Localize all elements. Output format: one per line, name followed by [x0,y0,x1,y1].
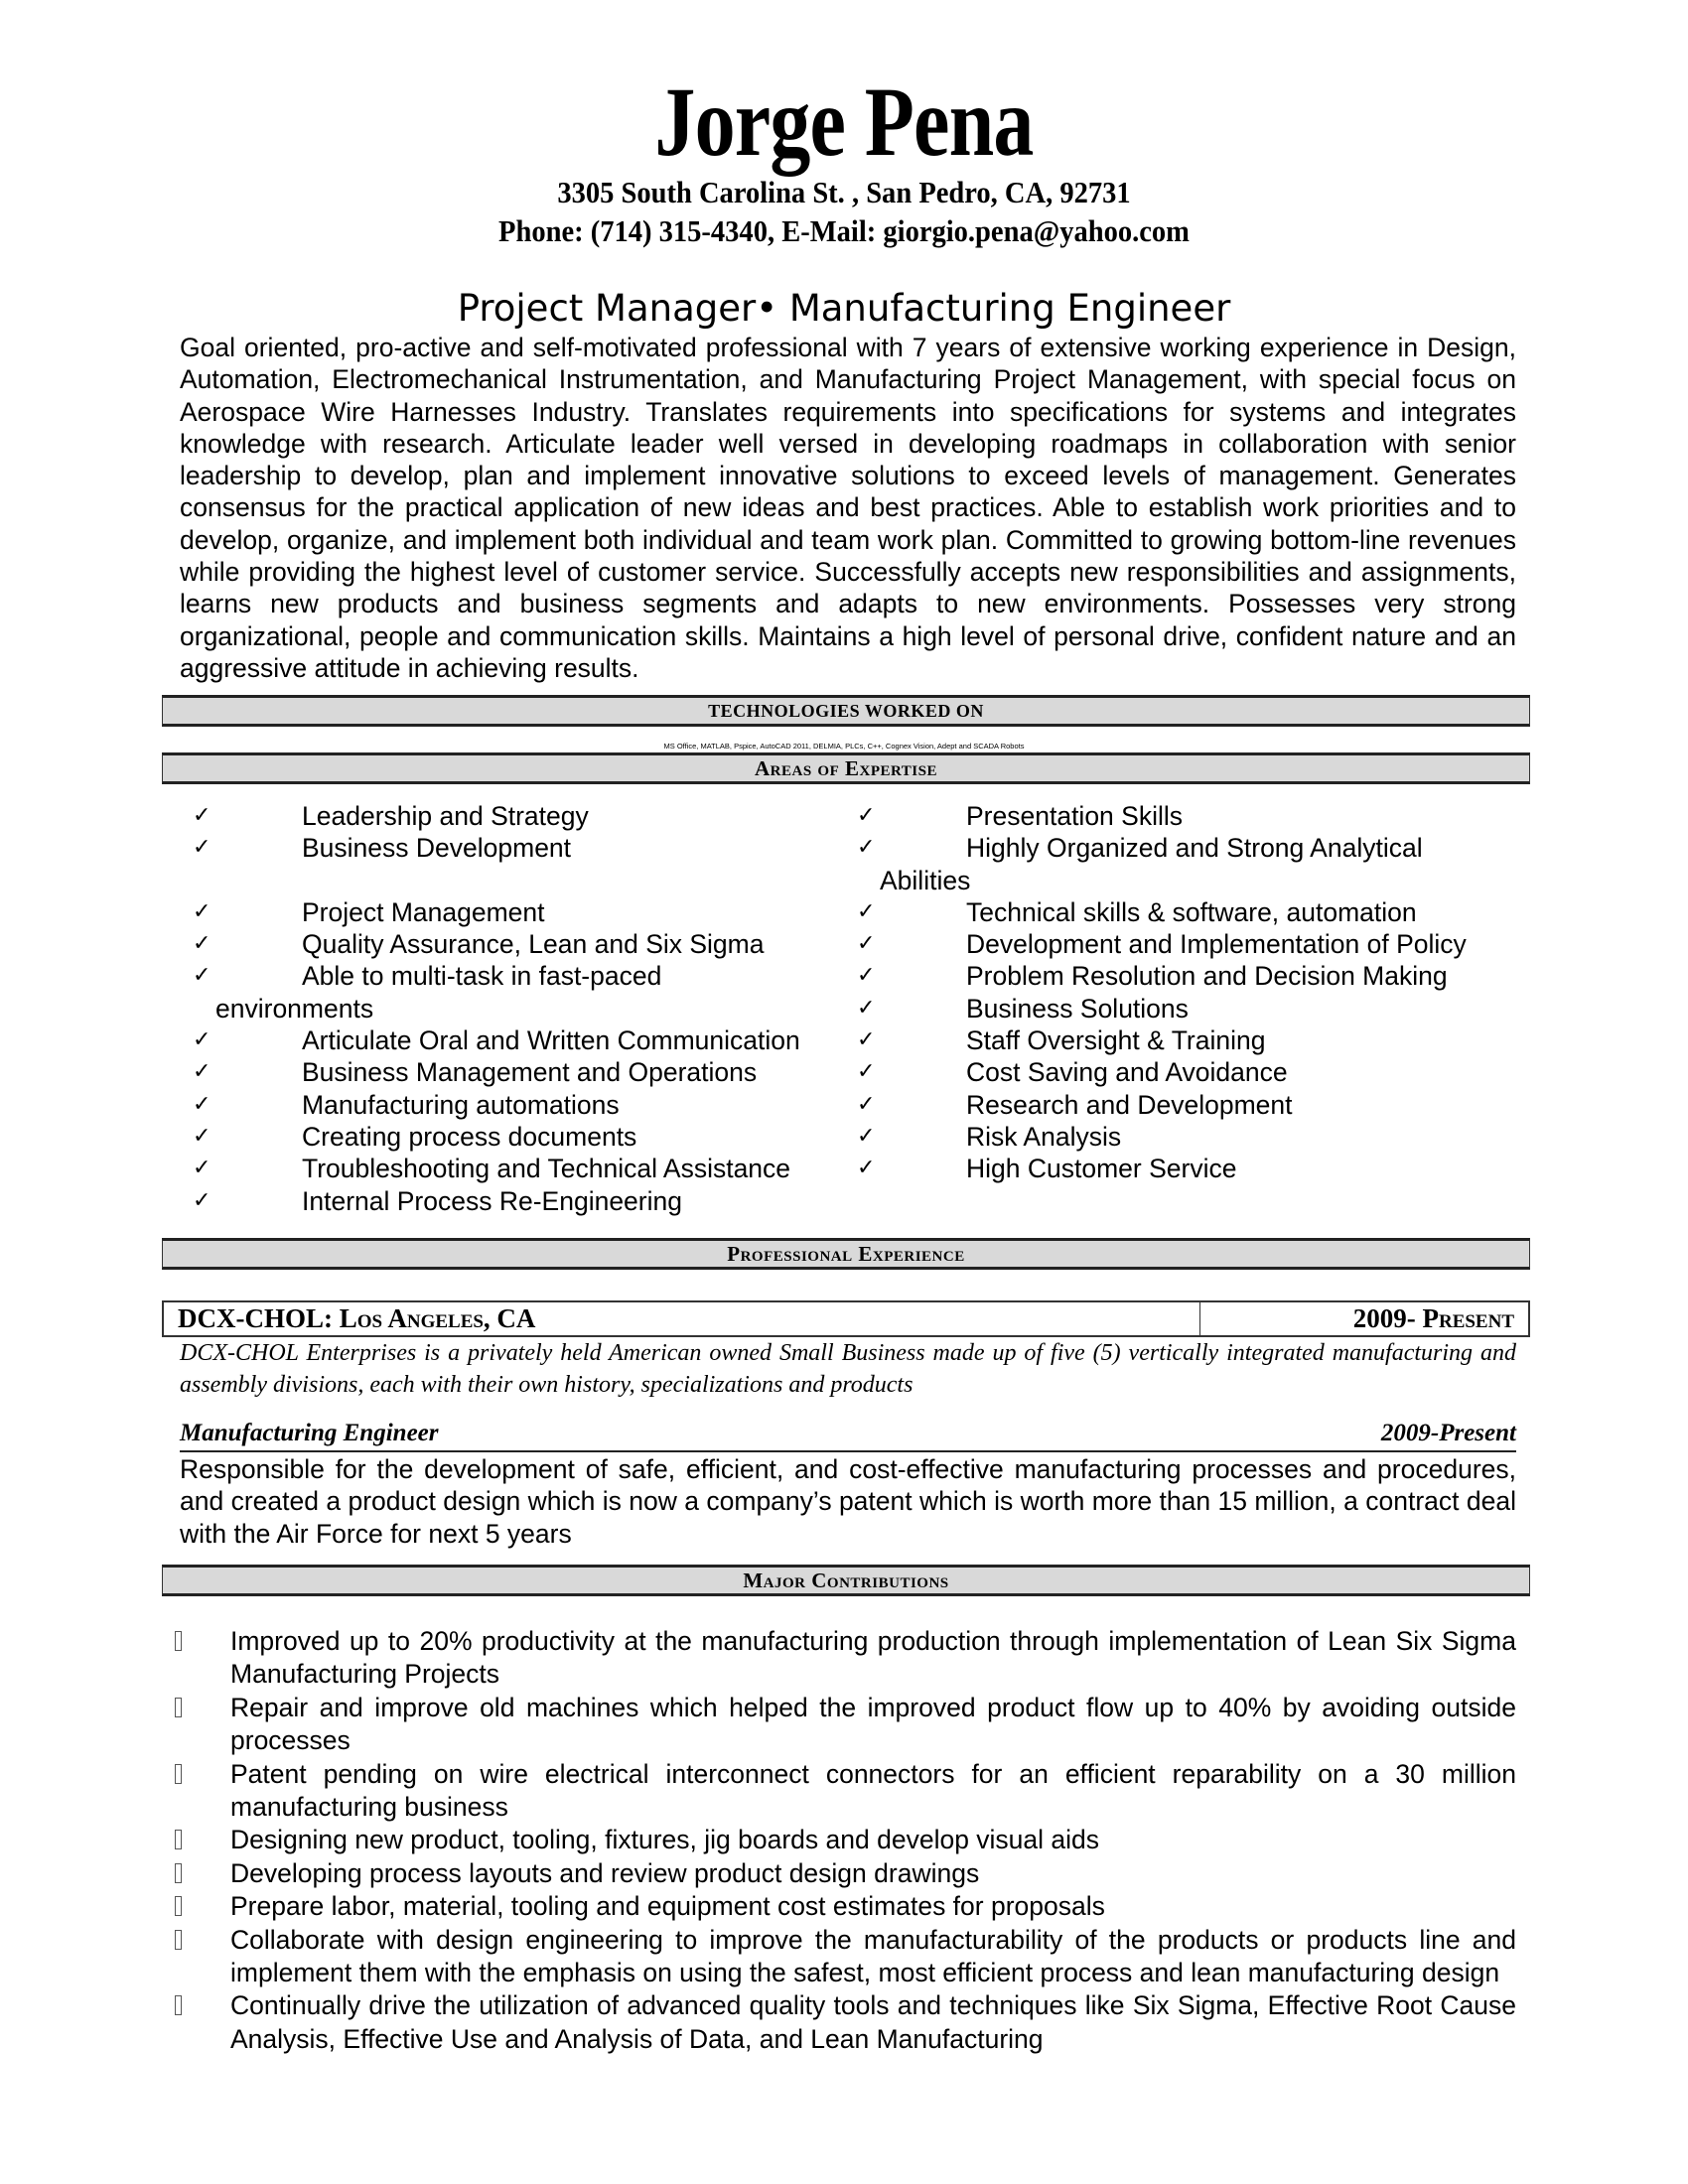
bullet-box-icon [175,1631,182,1651]
list-item: ✓ Business Development [193,833,572,864]
checkmark-icon: ✓ [857,835,876,861]
list-item: ✓ Problem Resolution and Decision Making [857,961,1448,992]
summary-paragraph: Goal oriented, pro-active and self-motivated professional with 7 years of extensive working experience in Design, Automation, Electromechanical Instrumentation, and Manufacturing Project Management, with special focus on Aerospace Wire Harnesses Industry. Translates requirements into specifications for systems and integrates knowledge with research. Articulate leader well versed in developing roadmaps in collaboration with senior leadership to develop, plan and implement innovative solutions to exceed levels of management. Generates consensus for the practical application of new ideas and best practices. Able to establish work priorities and to develop, organize, and implement both individual and team work plan. Committed to growing bottom-line revenues while providing the highest level of customer service. Successfully accepts new responsibilities and assignments, learns new products and business segments and adapts to new environments. Possesses very strong organizational, people and communication skills. Maintains a high level of personal drive, confident nature and an aggressive attitude in achieving results. [180,333,1516,683]
checkmark-icon: ✓ [857,1027,876,1053]
company-dates: 2009- Present [1352,1303,1514,1333]
list-item: Patent pending on wire electrical interconnect connectors for an efficient reparability on a 30 million manufacturing business [162,1758,1530,1825]
checkmark-icon: ✓ [857,803,876,828]
expertise-left-column [180,800,835,1217]
blank-line [180,865,835,896]
list-item: ✓ Highly Organized and Strong Analytical Abilities [857,833,1423,895]
checkmark-icon: ✓ [193,931,211,957]
checkmark-icon: ✓ [193,1123,211,1149]
checkmark-icon: ✓ [857,898,876,924]
bullet-box-icon [175,1764,182,1784]
section-header-experience: Professional Experience [162,1238,1530,1270]
list-item: ✓ Staff Oversight & Training [857,1025,1266,1056]
bullet-box-icon [175,1830,182,1849]
checkmark-icon: ✓ [857,1091,876,1117]
list-item: ✓ High Customer Service [857,1154,1237,1184]
list-item: ✓ Internal Process Re-Engineering [193,1185,682,1216]
address: 3305 South Carolina St. , San Pedro, CA, 92731 [557,175,1131,209]
headline: Project Manager• Manufacturing Engineer [457,287,1231,330]
section-header-contributions: Major Contributions [162,1565,1530,1596]
role-dates: 2009-Present [1380,1420,1516,1446]
company-row [162,1300,1530,1337]
list-item: ✓ Business Management and Operations [193,1057,758,1088]
bullet-box-icon [175,1698,182,1717]
list-item: ✓ Creating process documents [193,1121,637,1152]
list-item: Continually drive the utilization of advanced quality tools and techniques like Six Sigma, Effective Root Cause Analysis, Effective Use and Analysis of Data, and Lean Manufacturing [162,1989,1530,2056]
list-item: Developing process layouts and review product design drawings [162,1857,1530,1890]
phone-email: Phone: (714) 315-4340, E-Mail: giorgio.pena@yahoo.com [498,213,1190,248]
list-item: Prepare labor, material, tooling and equipment cost estimates for proposals [162,1890,1530,1923]
checkmark-icon: ✓ [193,898,211,924]
checkmark-icon: ✓ [857,1123,876,1149]
checkmark-icon: ✓ [193,1027,211,1053]
section-header-technologies: TECHNOLOGIES WORKED ON [162,695,1530,727]
checkmark-icon: ✓ [857,931,876,957]
list-item: ✓ Research and Development [857,1089,1293,1120]
checkmark-icon: ✓ [193,835,211,861]
role-description: Responsible for the development of safe, efficient, and cost-effective manufacturing processes and procedures, and created a product design which is now a company’s patent which is worth more than 15 million, a contract deal with the Air Force for next 5 years [180,1454,1516,1549]
checkmark-icon: ✓ [857,1059,876,1085]
list-item: Collaborate with design engineering to improve the manufacturability of the products or products line and implement them with the emphasis on using the safest, most efficient process and lean manufacturing design [162,1924,1530,1990]
list-item: ✓ Business Solutions [857,993,1189,1024]
company-description: DCX-CHOL Enterprises is a privately held American owned Small Business made up of five (5) vertically integrated manufacturing and assembly divisions, each with their own history, specializations and products [180,1340,1516,1398]
checkmark-icon: ✓ [857,1156,876,1181]
list-item: ✓ Leadership and Strategy [193,801,589,831]
list-item: ✓ Articulate Oral and Written Communication [193,1025,800,1056]
role-title: Manufacturing Engineer [180,1420,439,1446]
list-item: ✓ Manufacturing automations [193,1089,620,1120]
checkmark-icon: ✓ [193,963,211,989]
list-item: ✓ Able to multi-task in fast-paced environments [193,961,662,1024]
list-item: ✓ Risk Analysis [857,1121,1122,1152]
list-item: ✓ Presentation Skills [857,801,1183,831]
list-item: Improved up to 20% productivity at the manufacturing production through implementation of Lean Six Sigma Manufacturing Projects [162,1625,1530,1692]
list-item: ✓ Technical skills & software, automation [857,896,1417,927]
list-item: ✓ Development and Implementation of Policy [857,929,1467,960]
checkmark-icon: ✓ [193,1091,211,1117]
list-item: ✓ Quality Assurance, Lean and Six Sigma [193,929,765,960]
list-item: ✓ Troubleshooting and Technical Assistance [193,1154,791,1184]
candidate-name: Jorge Pena [654,67,1034,177]
bullet-box-icon [175,1995,182,2015]
checkmark-icon: ✓ [193,1059,211,1085]
company-name: DCX-CHOL: Los Angeles, CA [164,1302,1200,1335]
contributions-list [162,1625,1530,2056]
checkmark-icon: ✓ [193,1187,211,1213]
bullet-box-icon [175,1863,182,1883]
checkmark-icon: ✓ [857,963,876,989]
list-item: Repair and improve old machines which helped the improved product flow up to 40% by avoiding outside processes [162,1692,1530,1758]
role-row [180,1417,1516,1452]
section-header-expertise: Areas of Expertise [162,752,1530,784]
bullet-box-icon [175,1896,182,1916]
list-item: ✓ Cost Saving and Avoidance [857,1057,1288,1088]
checkmark-icon: ✓ [193,803,211,828]
checkmark-icon: ✓ [193,1156,211,1181]
expertise-right-column [844,800,1539,1185]
list-item: ✓ Project Management [193,896,545,927]
bullet-box-icon [175,1930,182,1950]
list-item: Designing new product, tooling, fixtures, jig boards and develop visual aids [162,1824,1530,1856]
checkmark-icon: ✓ [857,995,876,1021]
technologies-list: MS Office, MATLAB, Pspice, AutoCAD 2011, DELMIA, PLCs, C++, Cognex Vision, Adept and SCADA Robots [663,742,1025,751]
